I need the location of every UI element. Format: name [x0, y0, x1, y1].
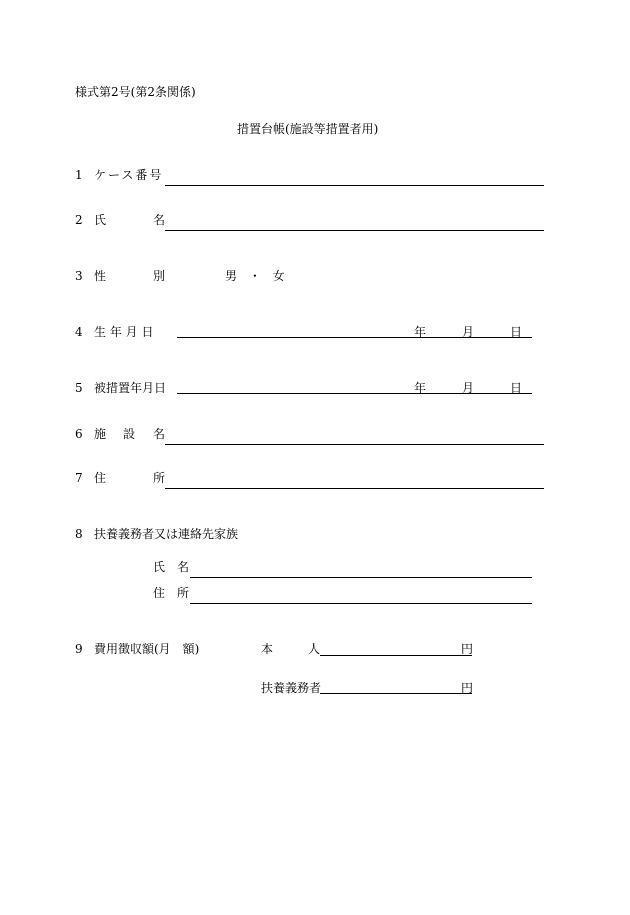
- item-3-number: 3: [75, 269, 83, 283]
- form-title: 措置台帳(施設等措置者用): [237, 122, 379, 136]
- item-3-label-b: 別: [153, 269, 166, 283]
- case-number-field[interactable]: [165, 185, 544, 186]
- item-6-label-a: 施: [94, 427, 107, 441]
- fee-guardian-amount-field[interactable]: [320, 693, 472, 694]
- item-7-label-a: 住: [94, 471, 107, 485]
- item-2-number: 2: [75, 213, 83, 227]
- fee-self-label-b: 人: [308, 642, 321, 656]
- item-8-number: 8: [75, 527, 83, 541]
- placement-year-unit: 年: [414, 381, 427, 395]
- guardian-name-label-b: 名: [177, 560, 190, 574]
- fee-self-amount-field[interactable]: [320, 655, 472, 656]
- name-field[interactable]: [165, 230, 544, 231]
- birth-day-unit: 日: [510, 325, 523, 339]
- placement-date-field[interactable]: [177, 393, 532, 394]
- item-7-label-b: 所: [153, 471, 166, 485]
- form-id: 様式第2号(第2条関係): [75, 85, 196, 99]
- sex-options[interactable]: 男 ・ 女: [225, 269, 289, 283]
- item-6-label-c: 名: [153, 427, 166, 441]
- address-field[interactable]: [165, 488, 544, 489]
- item-9-number: 9: [75, 642, 83, 656]
- birth-date-field[interactable]: [177, 337, 532, 338]
- item-7-number: 7: [75, 471, 83, 485]
- birth-year-unit: 年: [414, 325, 427, 339]
- item-5-label: 被措置年月日: [94, 381, 167, 395]
- facility-name-field[interactable]: [165, 444, 544, 445]
- guardian-name-field[interactable]: [190, 577, 532, 578]
- guardian-name-label-a: 氏: [153, 560, 166, 574]
- guardian-address-field[interactable]: [190, 603, 532, 604]
- item-6-number: 6: [75, 427, 83, 441]
- item-4-label: 生 年 月 日: [94, 325, 154, 339]
- item-4-number: 4: [75, 325, 83, 339]
- fee-guardian-yen: 円: [461, 681, 474, 695]
- placement-month-unit: 月: [462, 381, 475, 395]
- placement-day-unit: 日: [510, 381, 523, 395]
- item-8-label: 扶養義務者又は連絡先家族: [94, 527, 239, 541]
- birth-month-unit: 月: [462, 325, 475, 339]
- fee-self-yen: 円: [461, 642, 474, 656]
- fee-self-label-a: 本: [261, 642, 274, 656]
- item-1-number: 1: [75, 168, 83, 182]
- item-2-label-a: 氏: [94, 213, 107, 227]
- item-2-label-b: 名: [153, 213, 166, 227]
- fee-guardian-label: 扶養義務者: [261, 681, 322, 695]
- item-6-label-b: 設: [123, 427, 136, 441]
- guardian-address-label-a: 住: [153, 586, 166, 600]
- item-3-label-a: 性: [94, 269, 107, 283]
- item-5-number: 5: [75, 381, 83, 395]
- item-1-label: ケース番号: [94, 168, 164, 182]
- guardian-address-label-b: 所: [177, 586, 190, 600]
- item-9-label: 費用徴収額(月 額): [94, 642, 200, 656]
